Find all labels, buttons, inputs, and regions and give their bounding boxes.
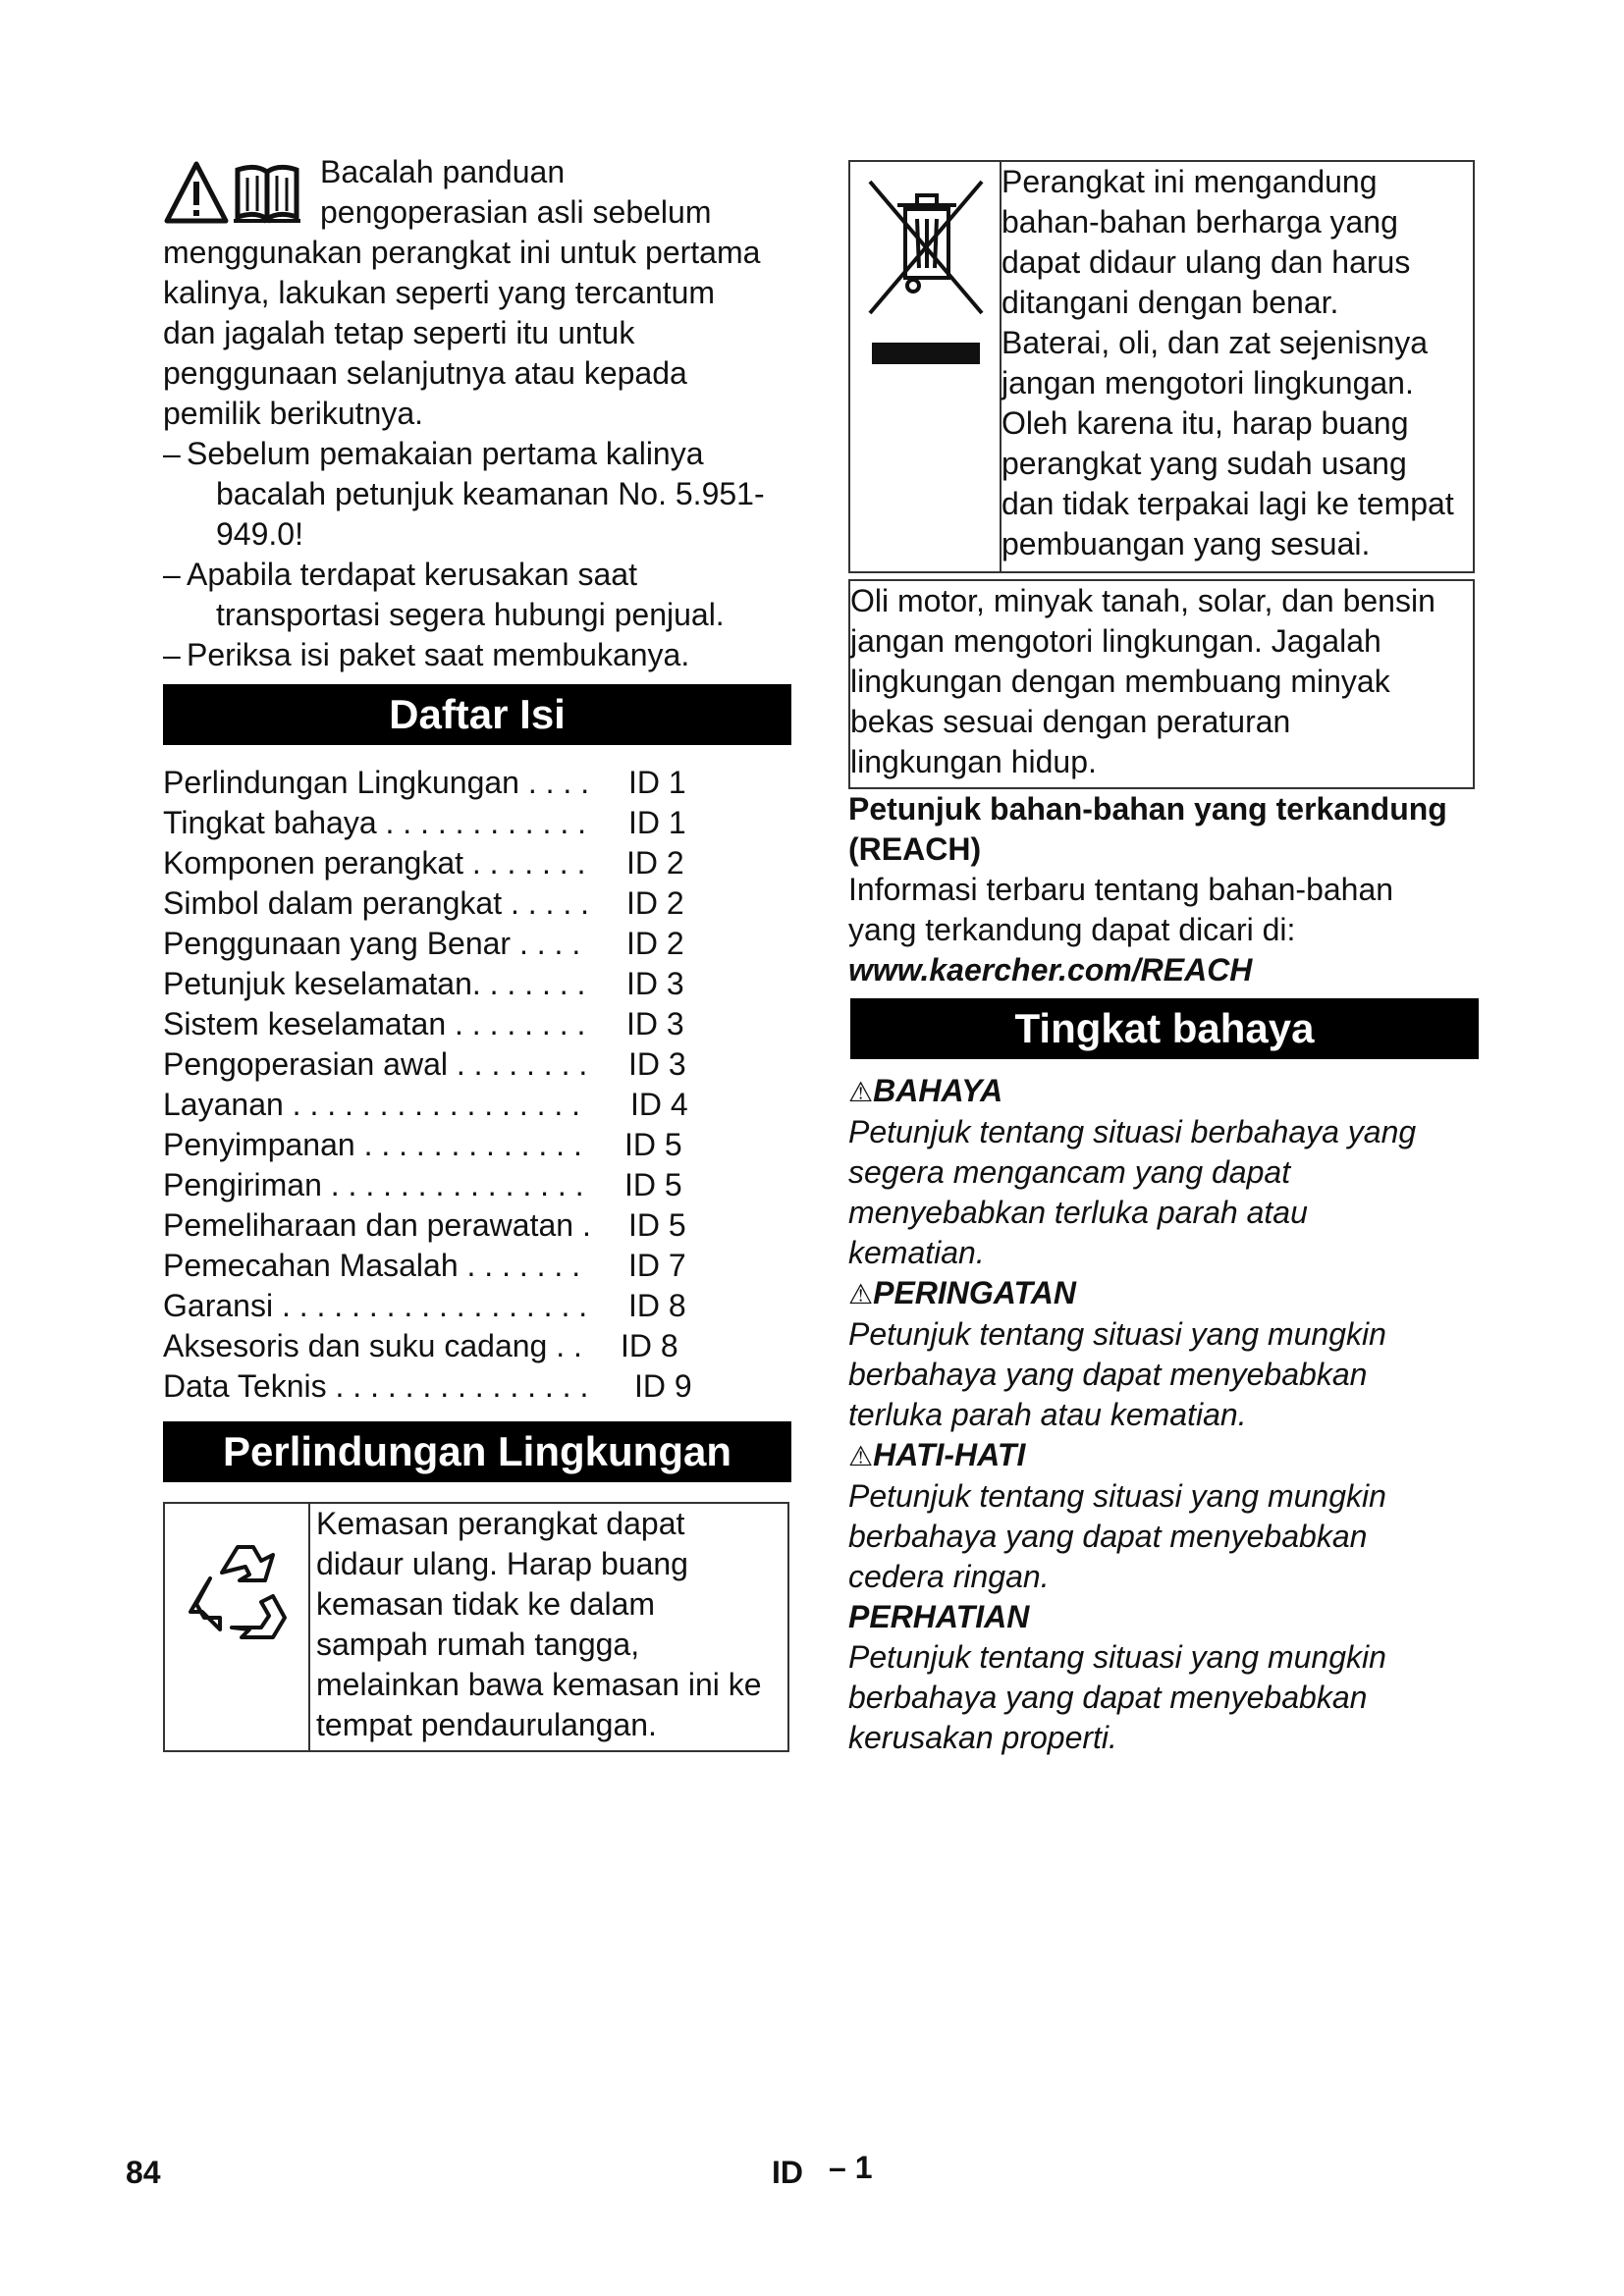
- reach-text-line: yang terkandung dapat dicari di:: [848, 912, 1296, 947]
- disposal-line: dan tidak terpakai lagi ke tempat: [1001, 486, 1454, 521]
- toc-label: Perlindungan Lingkungan . . . .: [163, 765, 590, 800]
- reach-link[interactable]: www.kaercher.com/REACH: [848, 952, 1253, 988]
- hazard-label: PERHATIAN: [848, 1599, 1030, 1634]
- hazard-desc-line: kematian.: [848, 1235, 985, 1270]
- toc-page: ID 8: [621, 1328, 678, 1363]
- toc-page: ID 7: [628, 1248, 686, 1283]
- bullet-item: [163, 434, 791, 555]
- toc-row[interactable]: [163, 1246, 713, 1286]
- toc-label: Komponen perangkat . . . . . . .: [163, 845, 586, 881]
- reach-section: [848, 789, 1477, 990]
- manual-book-icon: [234, 167, 300, 221]
- hazard-desc-line: Petunjuk tentang situasi yang mungkin: [848, 1316, 1386, 1352]
- hazard-level-caution: [848, 1435, 1477, 1597]
- reach-heading-line: Petunjuk bahan-bahan yang terkandung: [848, 791, 1447, 827]
- crossed-bin-icon: [862, 174, 990, 370]
- toc-label: Garansi . . . . . . . . . . . . . . . . . .: [163, 1288, 588, 1323]
- toc-label: Sistem keselamatan . . . . . . . .: [163, 1006, 586, 1041]
- warning-and-manual-icons: [163, 156, 304, 235]
- toc-row[interactable]: [163, 924, 713, 964]
- toc-page: ID 2: [626, 845, 684, 881]
- recycle-line: tempat pendaurulangan.: [316, 1707, 657, 1742]
- bullet-item: [163, 555, 791, 635]
- hazard-desc-line: cedera ringan.: [848, 1559, 1050, 1594]
- toc-page: ID 4: [630, 1087, 688, 1122]
- toc-label: Tingkat bahaya . . . . . . . . . . . .: [163, 805, 586, 840]
- bullet-line: Periksa isi paket saat membukanya.: [187, 637, 690, 672]
- bullet-line: 949.0!: [216, 516, 303, 552]
- hazard-title: Tingkat bahaya: [850, 998, 1479, 1059]
- toc-row[interactable]: [163, 803, 713, 843]
- intro-text-line: dan jagalah tetap seperti itu untuk: [163, 315, 635, 350]
- hazard-desc-line: Petunjuk tentang situasi yang mungkin: [848, 1478, 1386, 1514]
- recycle-line: Kemasan perangkat dapat: [316, 1506, 685, 1541]
- toc-label: Layanan . . . . . . . . . . . . . . . . .: [163, 1087, 581, 1122]
- toc-page: ID 5: [624, 1127, 682, 1162]
- bullet-dash: –: [163, 436, 181, 471]
- bullet-line: Apabila terdapat kerusakan saat: [187, 557, 637, 592]
- disposal-line: jangan mengotori lingkungan.: [1001, 365, 1414, 400]
- disposal-line: dapat didaur ulang dan harus: [1001, 244, 1411, 280]
- hazard-label: BAHAYA: [873, 1073, 1003, 1108]
- toc-label: Pengiriman . . . . . . . . . . . . . . .: [163, 1167, 584, 1202]
- disposal-line: perangkat yang sudah usang: [1001, 446, 1407, 481]
- toc-row[interactable]: [163, 1366, 713, 1407]
- oil-line: lingkungan dengan membuang minyak: [850, 664, 1390, 699]
- toc-row[interactable]: [163, 1125, 713, 1165]
- intro-paragraph: [163, 233, 791, 434]
- toc-page: ID 3: [626, 966, 684, 1001]
- intro-line-2: pengoperasian asli sebelum: [320, 194, 712, 230]
- hazard-levels: [848, 1071, 1477, 1758]
- disposal-line: Baterai, oli, dan zat sejenisnya: [1001, 325, 1429, 360]
- bullet-dash: –: [163, 637, 181, 672]
- recycle-line: kemasan tidak ke dalam: [316, 1586, 656, 1622]
- hazard-desc-line: berbahaya yang dapat menyebabkan: [848, 1357, 1368, 1392]
- intro-text-line: menggunakan perangkat ini untuk pertama: [163, 235, 761, 270]
- intro-bullet-list: [163, 434, 791, 675]
- hazard-level-warning: [848, 1273, 1477, 1435]
- toc-page: ID 2: [626, 926, 684, 961]
- hazard-desc-line: Petunjuk tentang situasi berbahaya yang: [848, 1114, 1417, 1149]
- toc-label: Pemecahan Masalah . . . . . . .: [163, 1248, 581, 1283]
- disposal-line: Perangkat ini mengandung: [1001, 164, 1378, 199]
- reach-heading-line: (REACH): [848, 831, 982, 867]
- toc-label: Pengoperasian awal . . . . . . . .: [163, 1046, 588, 1082]
- bullet-line: Sebelum pemakaian pertama kalinya: [187, 436, 704, 471]
- oil-line: lingkungan hidup.: [850, 744, 1097, 779]
- box-divider: [308, 1504, 310, 1750]
- hazard-level-notice: [848, 1597, 1477, 1758]
- toc-row[interactable]: [163, 1044, 713, 1085]
- hazard-desc-line: segera mengancam yang dapat: [848, 1154, 1291, 1190]
- hazard-desc-line: menyebabkan terluka parah atau: [848, 1195, 1308, 1230]
- hazard-desc-line: Petunjuk tentang situasi yang mungkin: [848, 1639, 1386, 1675]
- warning-symbol-icon: ⚠: [848, 1441, 874, 1471]
- toc-title: Daftar Isi: [163, 684, 791, 745]
- toc-page: ID 5: [628, 1207, 686, 1243]
- toc-page: ID 5: [624, 1167, 682, 1202]
- bullet-line: transportasi segera hubungi penjual.: [216, 597, 725, 632]
- toc-row[interactable]: [163, 1004, 713, 1044]
- toc-page: ID 8: [628, 1288, 686, 1323]
- toc-page: ID 3: [628, 1046, 686, 1082]
- hazard-label: PERINGATAN: [873, 1275, 1076, 1310]
- toc-row[interactable]: [163, 1286, 713, 1326]
- intro-text-line: pemilik berikutnya.: [163, 396, 423, 431]
- recycle-line: melainkan bawa kemasan ini ke: [316, 1667, 762, 1702]
- toc-label: Simbol dalam perangkat . . . . .: [163, 885, 589, 921]
- toc-row[interactable]: [163, 1326, 713, 1366]
- toc-page: ID 9: [634, 1368, 692, 1404]
- table-of-contents: [163, 763, 713, 1407]
- footer-subpage: – 1: [829, 2150, 873, 2185]
- recycle-box: [163, 1502, 789, 1752]
- toc-label: Penyimpanan . . . . . . . . . . . . .: [163, 1127, 582, 1162]
- toc-row[interactable]: [163, 763, 713, 803]
- toc-row[interactable]: [163, 1165, 713, 1205]
- page-number: 84: [126, 2155, 161, 2190]
- toc-label: Penggunaan yang Benar . . . .: [163, 926, 581, 961]
- hazard-desc-line: kerusakan properti.: [848, 1720, 1117, 1755]
- intro-line-1: Bacalah panduan: [320, 154, 566, 189]
- recycle-line: sampah rumah tangga,: [316, 1627, 640, 1662]
- disposal-line: ditangani dengan benar.: [1001, 285, 1339, 320]
- hazard-label: HATI-HATI: [873, 1437, 1026, 1472]
- bullet-line: bacalah petunjuk keamanan No. 5.951-: [216, 476, 765, 511]
- oil-line: Oli motor, minyak tanah, solar, dan bensin: [850, 583, 1435, 618]
- intro-text-line: kalinya, lakukan seperti yang tercantum: [163, 275, 716, 310]
- toc-label: Pemeliharaan dan perawatan .: [163, 1207, 591, 1243]
- recycle-line: didaur ulang. Harap buang: [316, 1546, 688, 1581]
- hazard-desc-line: terluka parah atau kematian.: [848, 1397, 1247, 1432]
- bullet-item: [163, 635, 791, 675]
- reach-text-line: Informasi terbaru tentang bahan-bahan: [848, 872, 1394, 907]
- hazard-desc-line: berbahaya yang dapat menyebabkan: [848, 1680, 1368, 1715]
- footer-language: ID: [772, 2155, 803, 2190]
- toc-label: Petunjuk keselamatan. . . . . . .: [163, 966, 586, 1001]
- oil-line: bekas sesuai dengan peraturan: [850, 704, 1291, 739]
- hazard-desc-line: berbahaya yang dapat menyebabkan: [848, 1519, 1368, 1554]
- disposal-line: pembuangan yang sesuai.: [1001, 526, 1371, 561]
- hazard-level-danger: [848, 1071, 1477, 1273]
- warning-symbol-icon: ⚠: [848, 1279, 874, 1309]
- toc-page: ID 2: [626, 885, 684, 921]
- intro-text-line: penggunaan selanjutnya atau kepada: [163, 355, 687, 391]
- oil-line: jangan mengotori lingkungan. Jagalah: [850, 623, 1381, 659]
- toc-row[interactable]: [163, 843, 713, 883]
- oil-text: [850, 581, 1435, 782]
- disposal-line: Oleh karena itu, harap buang: [1001, 405, 1409, 441]
- toc-label: Aksesoris dan suku cadang . .: [163, 1328, 582, 1363]
- disposal-line: bahan-bahan berharga yang: [1001, 204, 1398, 240]
- toc-row[interactable]: [163, 964, 713, 1004]
- warning-symbol-icon: ⚠: [848, 1077, 874, 1107]
- bullet-dash: –: [163, 557, 181, 592]
- toc-row[interactable]: [163, 1205, 713, 1246]
- recycle-icon: [181, 1533, 298, 1651]
- disposal-box: [848, 160, 1475, 573]
- environment-title: Perlindungan Lingkungan: [163, 1421, 791, 1482]
- disposal-text: [1001, 162, 1454, 564]
- warning-triangle-icon: [167, 164, 226, 221]
- toc-row[interactable]: [163, 1085, 713, 1125]
- toc-page: ID 3: [626, 1006, 684, 1041]
- toc-label: Data Teknis . . . . . . . . . . . . . . .: [163, 1368, 589, 1404]
- recycle-text: [316, 1504, 762, 1745]
- oil-box: [848, 579, 1475, 789]
- toc-page: ID 1: [628, 805, 686, 840]
- toc-page: ID 1: [628, 765, 686, 800]
- toc-row[interactable]: [163, 883, 713, 924]
